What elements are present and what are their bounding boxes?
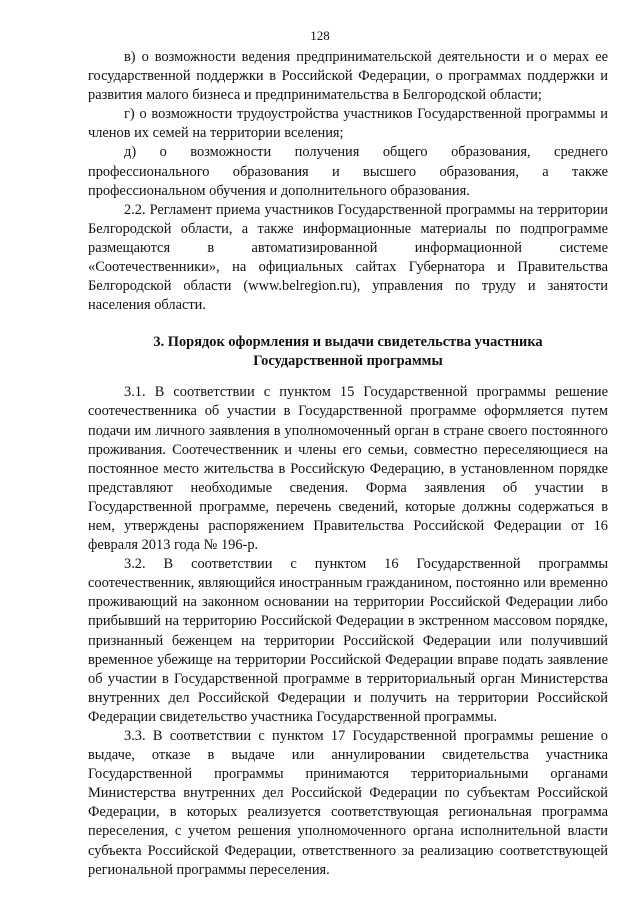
paragraph-3-1: 3.1. В соответствии с пунктом 15 Государственной программы решение соотечественника об участии в Государственной программе оформляется путем подачи им личного заявления в уполномоченный орган в стране своего постоянного проживания. Соотечественник и члены его семьи, совместно переселяющиеся на постоянное место жительства в Российскую Федерацию, в установленном порядке представляют необходимые сведения. Форма заявления об участии в Государственной программе, перечень сведений, которые должны содержаться в нем, утверждены распоряжением Правительства Российской Федерации от 16 февраля 2013 года № 196-р.	[88, 384, 608, 554]
page-number: 128	[310, 28, 330, 43]
paragraph-3-2: 3.2. В соответствии с пунктом 16 Государственной программы соотечественник, являющийся иностранным гражданином, постоянно или временно проживающий на законном основании на территории Российской Федерации либо прибывший на территорию Российской Федерации в экстренном массовом порядке, признанный беженцем на территории Российской Федерации или получивший временное убежище на территории Российской Федерации вправе подать заявление об участии в Государственной программе в территориальный орган Министерства внутренних дел Российской Федерации и получить на территории Российской Федерации свидетельство участника Государственной программы.	[88, 556, 608, 725]
paragraph-item-g: г) о возможности трудоустройства участников Государственной программы и членов их семей на территории вселения;	[88, 106, 608, 142]
page-content	[88, 48, 608, 880]
paragraph-item-d: д) о возможности получения общего образования, среднего профессионального образования и высшего образования, а также профессиональном обучения и дополнительного образования.	[88, 144, 608, 199]
paragraph-2-2: 2.2. Регламент приема участников Государственной программы на территории Белгородской области, а также информационные материалы по подпрограмме размещаются в автоматизированной информационной системе «Соотечественники», на официальных сайтах Губернатора и Правительства Белгородской области (www.belregion.ru), управления по труду и занятости населения области.	[88, 201, 608, 314]
paragraph-item-v: в) о возможности ведения предпринимательской деятельности и о мерах ее государственной поддержки в Российской Федерации, о программах поддержки и развития малого бизнеса и предпринимательства в Белгородской области;	[88, 49, 608, 104]
section-heading	[88, 333, 608, 371]
section-heading-line-2: Государственной программы	[253, 353, 443, 370]
section-heading-line-1: 3. Порядок оформления и выдачи свидетельства участника	[153, 334, 543, 351]
paragraph-3-3: 3.3. В соответствии с пунктом 17 Государственной программы решение о выдаче, отказе в выдаче или аннулировании свидетельства участника Государственной программы принимаются территориальными органами Министерства внутренних дел Российской Федерации по субъектам Российской Федерации, в которых реализуется соответствующая региональная программа переселения, с учетом решения уполномоченного органа исполнительной власти субъекта Российской Федерации, ответственного за реализацию соответствующей региональной программы переселения.	[88, 728, 608, 878]
